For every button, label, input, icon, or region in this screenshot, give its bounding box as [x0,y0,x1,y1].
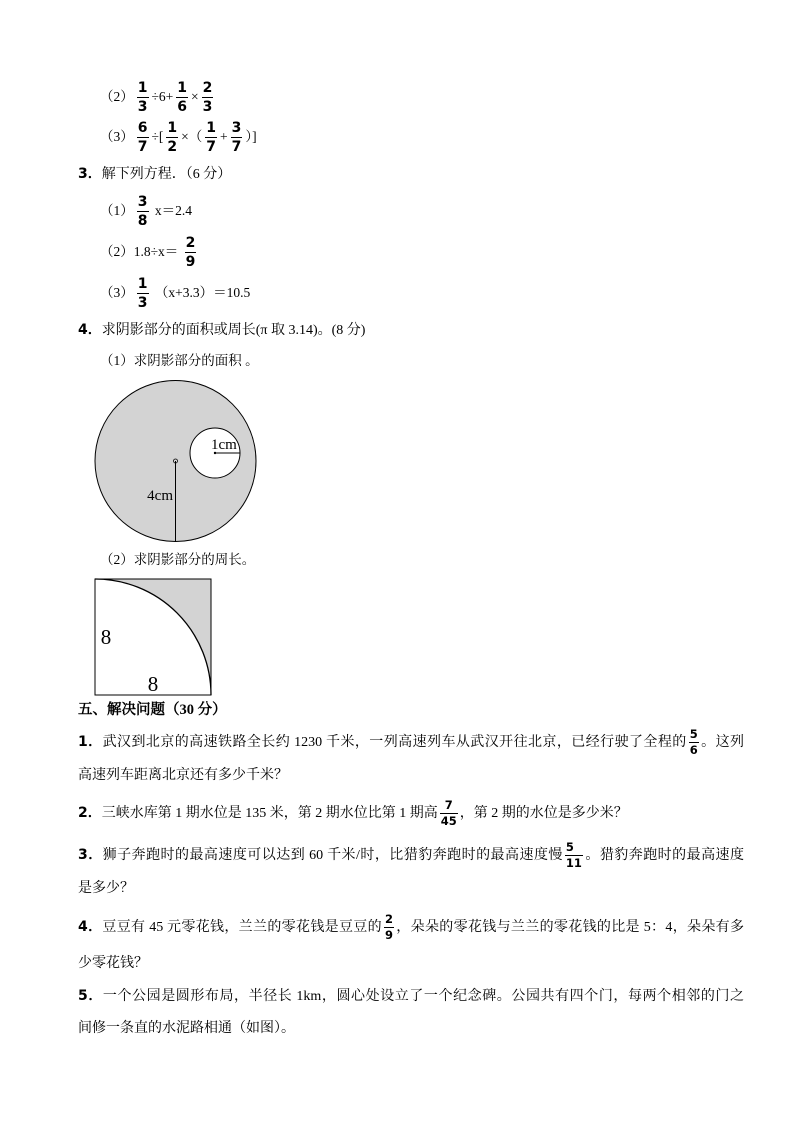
problem-5-line-1 [78,979,744,1013]
shaded-part-1 [100,344,259,378]
item-label: （3） [100,129,134,144]
problem-text: 武汉到北京的高速铁路全长约 1230 千米，一列高速列车从武汉开往北京，已经行驶了全程的 [102,735,687,750]
fraction-denominator: 9 [384,928,393,943]
fraction-numerator: 1 [137,276,148,293]
fraction-numerator: 2 [185,235,196,252]
fraction [185,236,197,269]
problem-number: 4． [78,919,103,935]
fraction-denominator: 2 [167,139,178,156]
equations-heading [78,157,231,191]
fraction-denominator: 6 [689,743,698,758]
circle-area-figure [90,376,262,546]
problem-4-line-1 [78,910,744,944]
expression-text: ）] [245,129,257,144]
calc-item-3 [100,120,257,154]
fraction [689,726,699,758]
problem-text: 。猎豹奔跑时的最高速度 [584,848,744,863]
fraction [565,839,583,871]
problem-text: 狮子奔跑时的最高速度可以达到 60 千米/时，比猎豹奔跑时的最高速度慢 [102,848,563,863]
question-number: 4． [78,322,102,338]
fraction [202,81,214,114]
inner-radius-label: 1cm [211,437,237,453]
fraction [137,121,149,154]
problem-text: 。这列 [700,735,745,750]
outer-radius-label: 4cm [147,488,173,504]
problem-text: ，第 2 期的水位是多少米？ [459,806,628,821]
problem-5-line-2: 间修一条直的水泥路相通（如图）。 [78,1021,295,1036]
expression-text: 1.8÷x＝ [133,244,182,259]
question-title: 求阴影部分的面积或周长(π 取 3.14)。(8 分) [101,323,366,338]
expression-text: + [220,129,228,144]
item-label: （3） [100,285,134,300]
fraction-numerator: 2 [384,914,394,929]
fraction-numerator: 2 [202,80,213,97]
question-number: 3． [78,166,102,182]
section-heading: 五、解决问题（30 分） [78,702,227,718]
problem-1-line-2: 高速列车距离北京还有多少千米？ [78,768,288,783]
fraction [137,277,149,310]
problem-4-line-2: 少零花钱？ [78,956,148,971]
fraction-denominator: 45 [440,814,457,829]
expression-text: ÷[ [151,129,164,144]
equation-2 [100,235,199,269]
fraction-numerator: 1 [167,120,178,137]
fraction-denominator: 3 [137,99,148,116]
fraction-denominator: 11 [565,856,582,871]
fraction [231,121,243,154]
problem-2-line-1 [78,796,628,830]
shaded-heading [78,313,365,347]
expression-text: ×（ [181,129,203,144]
equation-3 [100,276,250,310]
fraction-numerator: 5 [689,729,699,744]
fraction [176,81,188,114]
fraction [166,121,178,154]
problem-text: 一个公园是圆形布局，半径长 1km，圆心处设立了一个纪念碑。公园共有四个门，每两个相邻的门之 [102,989,744,1004]
fraction-numerator: 1 [137,80,148,97]
fraction-denominator: 3 [137,295,148,312]
item-label: （2） [100,552,134,567]
item-label: （1） [100,353,134,368]
item-label: （2） [100,89,134,104]
problem-3-line-2: 是多少？ [78,881,134,896]
fraction-denominator: 9 [185,254,196,271]
fraction [137,195,149,228]
fraction [205,121,217,154]
fraction-denominator: 7 [206,139,217,156]
fraction-numerator: 3 [231,120,242,137]
equation-1 [100,194,192,228]
fraction-denominator: 7 [231,139,242,156]
problem-number: 3． [78,847,103,863]
problem-number: 1． [78,734,103,750]
item-text: 求阴影部分的周长。 [133,552,256,567]
expression-text: x＝2.4 [151,203,192,218]
question-title: 解下列方程．（6 分） [101,167,232,182]
item-text: 求阴影部分的面积 。 [133,353,259,368]
item-label: （2） [100,244,134,259]
shaded-part-2 [100,543,255,577]
fraction [440,797,458,829]
problem-1-line-1 [78,725,744,759]
problem-text: 三峡水库第 1 期水位是 135 米，第 2 期水位比第 1 期高 [101,806,438,821]
item-label: （1） [100,203,134,218]
fraction [384,911,394,943]
fraction-numerator: 6 [137,120,148,137]
problem-number: 5． [78,988,103,1004]
fraction-numerator: 1 [177,80,188,97]
problem-text: 豆豆有 45 元零花钱，兰兰的零花钱是豆豆的 [102,920,382,935]
expression-text: ÷6+ [151,89,174,104]
calc-item-2 [100,80,216,114]
expression-text: （x+3.3）＝10.5 [151,285,251,300]
fraction-denominator: 8 [137,213,148,230]
problem-text: ，朵朵的零花钱与兰兰的零花钱的比是 5：4，朵朵有多 [395,920,745,935]
fraction-numerator: 1 [206,120,217,137]
side-label-left: 8 [100,625,112,649]
side-label-bottom: 8 [147,672,159,696]
fraction-denominator: 6 [177,99,188,116]
quarter-circle-figure [90,574,216,700]
fraction-denominator: 3 [202,99,213,116]
fraction-numerator: 7 [440,800,458,815]
expression-text: × [191,89,199,104]
problem-number: 2． [78,805,102,821]
fraction-numerator: 3 [137,194,148,211]
fraction-denominator: 7 [137,139,148,156]
fraction-numerator: 5 [565,842,583,857]
fraction [137,81,149,114]
problem-3-line-1 [78,838,744,872]
